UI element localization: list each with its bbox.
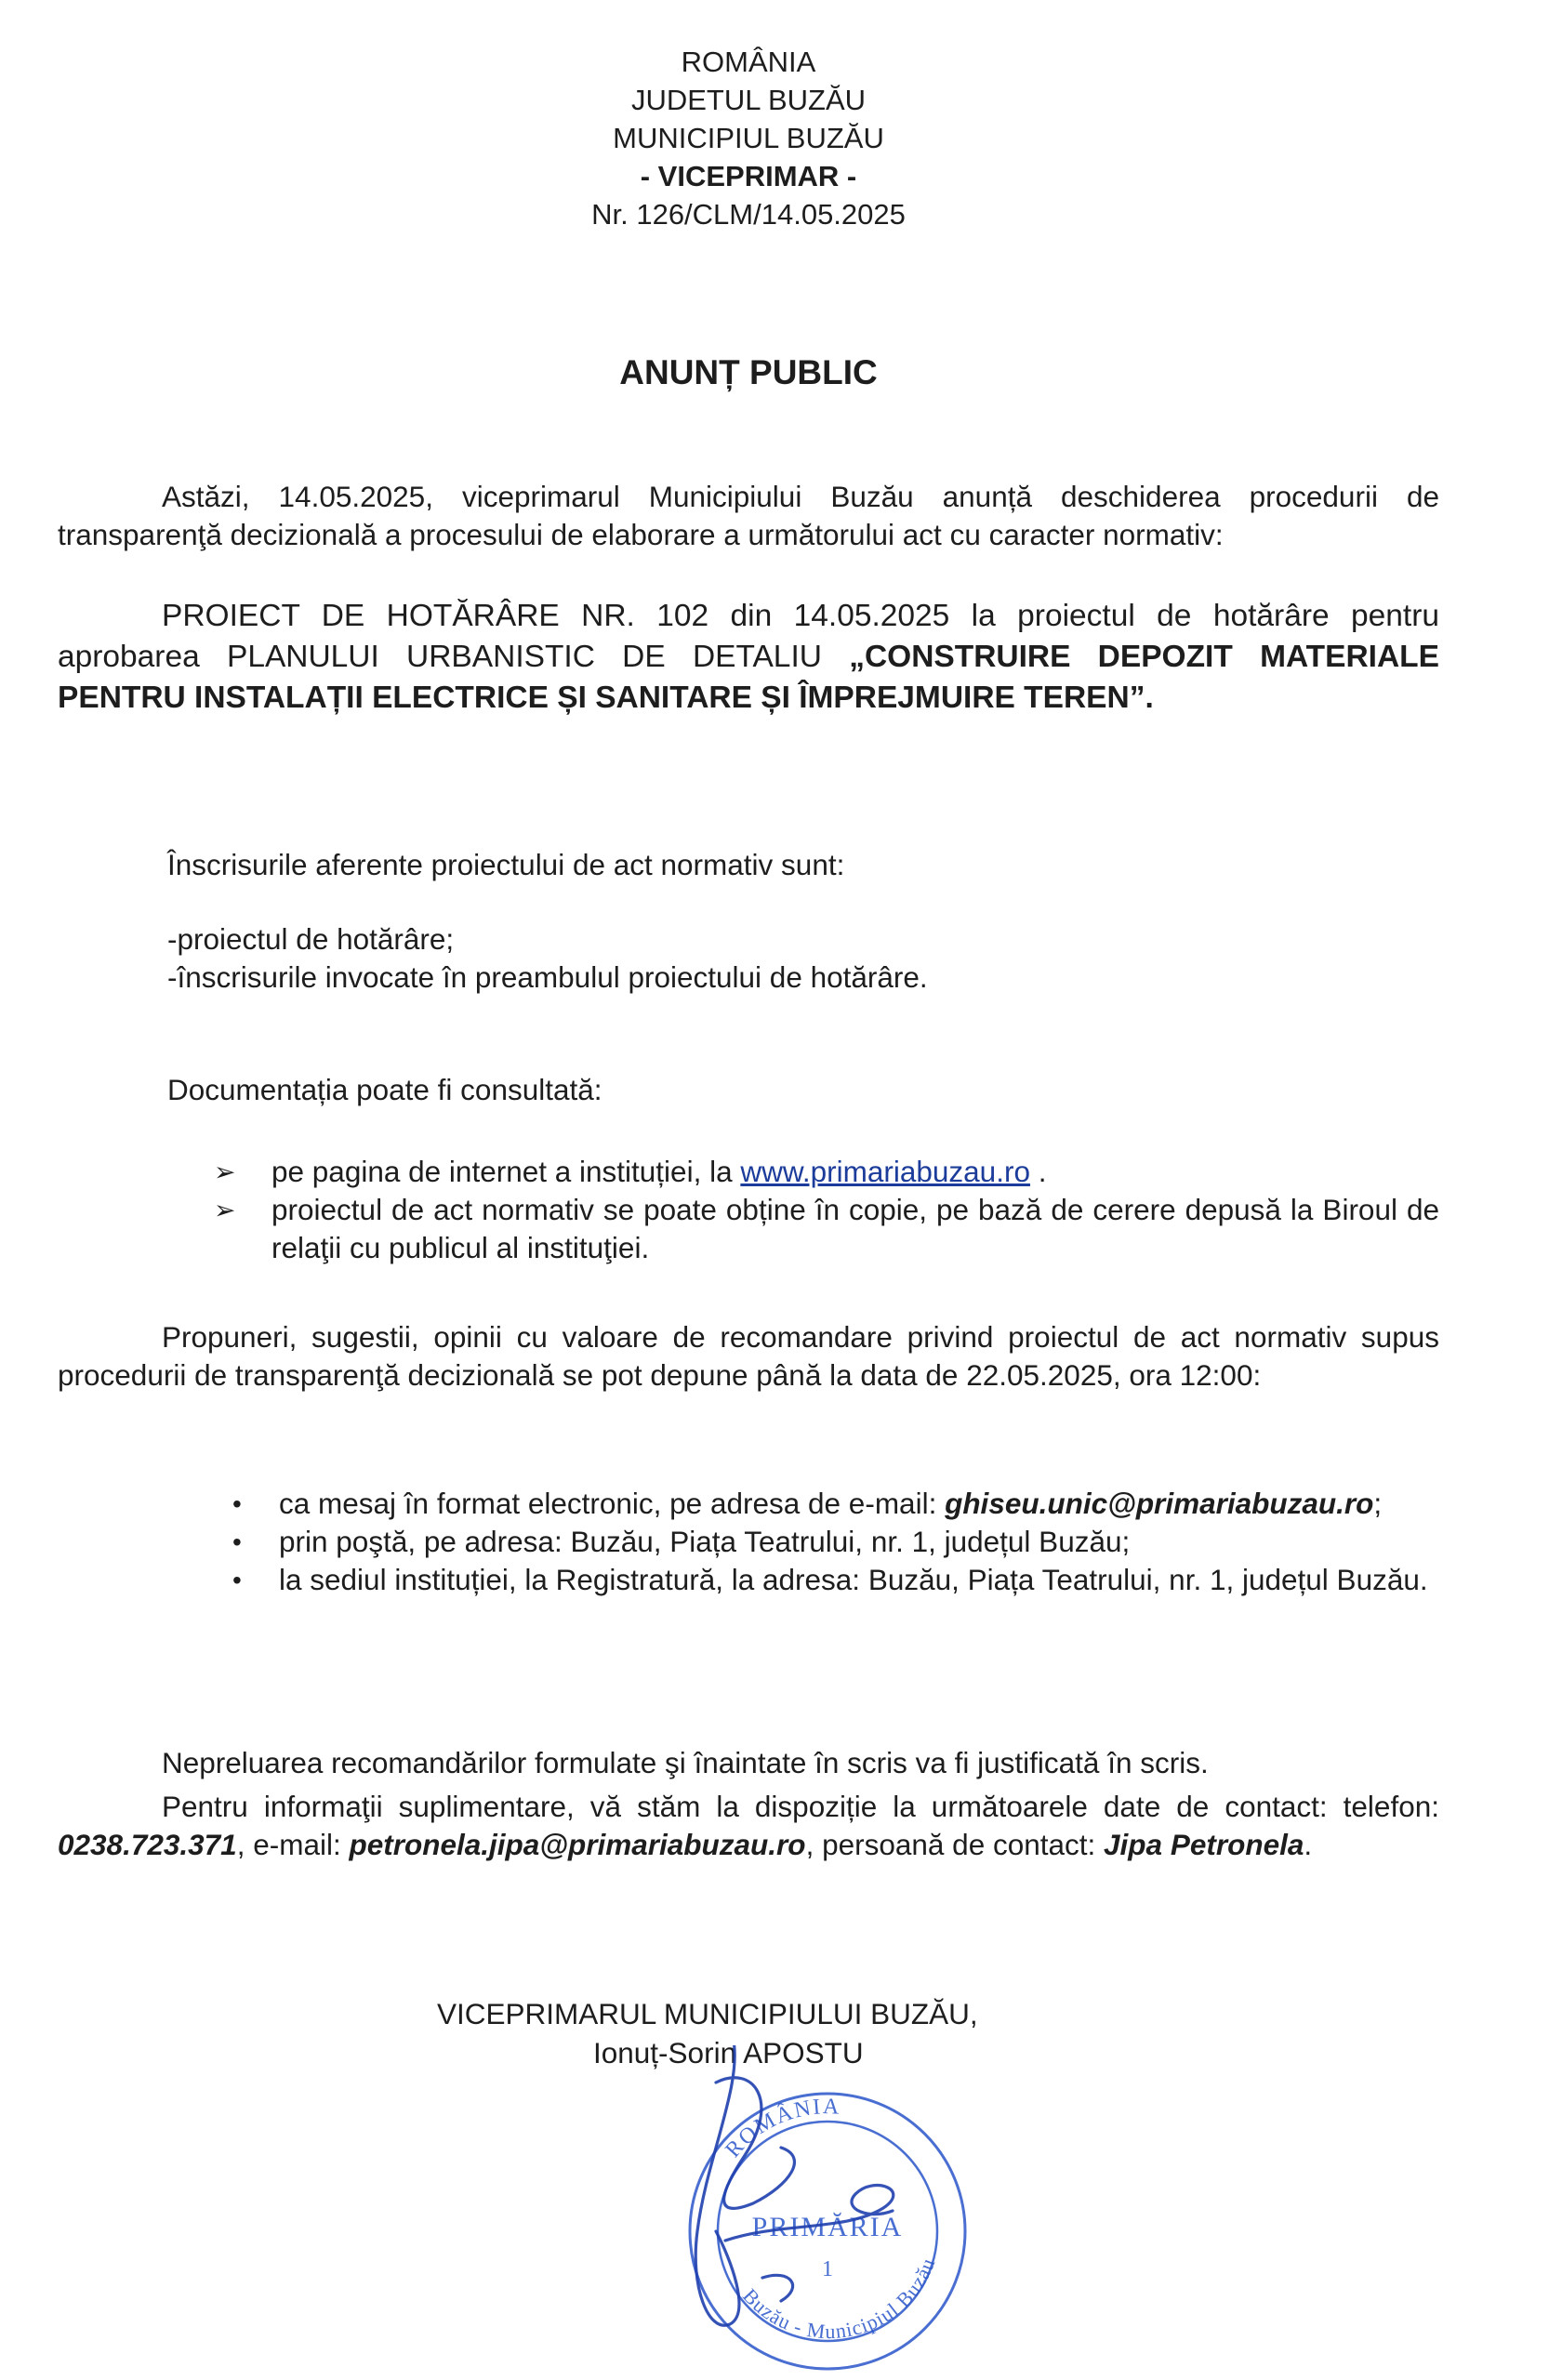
contact-paragraph	[58, 1788, 1439, 1864]
intro-paragraph: Astăzi, 14.05.2025, viceprimarul Municipiului Buzău anunță deschiderea procedurii de transparenţă decizională a procesului de elaborare a următorului act cu caracter normativ:	[58, 480, 1439, 551]
contact-text: Pentru informaţii suplimentare, vă stăm la dispoziție la următoarele date de contact: telefon:	[162, 1790, 1439, 1823]
documents-intro: Înscrisurile aferente proiectului de act normativ sunt:	[167, 848, 845, 881]
list-item-text: ca mesaj în format electronic, pe adresa de e-mail:	[279, 1487, 946, 1520]
document-header	[0, 43, 1497, 233]
page-title: ANUNȚ PUBLIC	[619, 353, 878, 391]
list-item-text: pe pagina de internet a instituției, la	[271, 1155, 741, 1188]
arrow-bullet-icon: ➢	[214, 1196, 236, 1224]
bullet-icon: •	[232, 1527, 242, 1556]
list-item	[214, 1191, 1439, 1267]
list-item-text: ;	[1373, 1487, 1383, 1520]
list-item	[214, 1153, 1439, 1191]
contact-text: .	[1304, 1828, 1313, 1861]
seal-number: 1	[822, 2257, 833, 2281]
official-seal	[642, 2045, 976, 2371]
list-item: -înscrisurile invocate în preambulul proiectului de hotărâre.	[167, 960, 928, 994]
contact-text: , persoană de contact:	[805, 1828, 1105, 1861]
header-country: ROMÂNIA	[681, 46, 816, 78]
proposals-paragraph: Propuneri, sugestii, opinii cu valoare de recomandare privind proiectul de act normativ supus procedurii de transparenţă decizională se pot depune până la data de 22.05.2025, ora 12:00:	[58, 1320, 1439, 1392]
signatory-role: VICEPRIMARUL MUNICIPIULUI BUZĂU,	[437, 1997, 978, 2030]
documents-list	[58, 920, 1439, 997]
contact-text: , e-mail:	[236, 1828, 350, 1861]
bullet-icon: •	[232, 1489, 242, 1518]
project-paragraph	[58, 596, 1439, 719]
website-link[interactable]: www.primariabuzau.ro	[740, 1155, 1030, 1188]
seal-center-text: PRIMĂRIA	[751, 2212, 904, 2242]
header-municipality: MUNICIPIUL BUZĂU	[613, 122, 884, 154]
seal-bottom-text: Buzău - Municipiul Buzău	[738, 2254, 940, 2344]
submission-email[interactable]: ghiseu.unic@primariabuzau.ro	[945, 1487, 1374, 1520]
handwritten-signature	[695, 2045, 894, 2325]
header-county: JUDETUL BUZĂU	[630, 84, 867, 116]
contact-person: Jipa Petronela	[1104, 1828, 1304, 1861]
arrow-bullet-icon: ➢	[214, 1157, 236, 1186]
submission-methods-list	[221, 1485, 1439, 1599]
signatory-name: Ionuț-Sorin APOSTU	[593, 2036, 864, 2069]
header-office: - VICEPRIMAR -	[640, 160, 857, 192]
project-title-bold: „CONSTRUIRE DEPOZIT MATERIALE PENTRU INSTALAȚII ELECTRICE ȘI SANITARE ȘI ÎMPREJMUIRE TEREN”.	[58, 640, 1439, 715]
list-item: -proiectul de hotărâre;	[167, 922, 455, 956]
list-item-text: la sediul instituției, la Registratură, la adresa: Buzău, Piața Teatrului, nr. 1, județul Buzău.	[279, 1563, 1428, 1596]
project-title-text: PROIECT DE HOTĂRÂRE NR. 102 din 14.05.2025 la proiectul de hotărâre pentru aprobarea PLANULUI URBANISTIC DE DETALIU	[58, 599, 1439, 674]
list-item-text: .	[1029, 1155, 1047, 1188]
contact-email[interactable]: petronela.jipa@primariabuzau.ro	[349, 1828, 806, 1861]
header-registration-number: Nr. 126/CLM/14.05.2025	[591, 198, 906, 231]
list-item-text: prin poştă, pe adresa: Buzău, Piața Teatrului, nr. 1, județul Buzău;	[279, 1525, 1131, 1558]
bullet-icon: •	[232, 1566, 242, 1594]
consultation-intro: Documentația poate fi consultată:	[167, 1073, 602, 1106]
non-acceptance-paragraph: Nepreluarea recomandărilor formulate şi înaintate în scris va fi justificată în scris.	[162, 1746, 1209, 1779]
list-item	[221, 1523, 1439, 1561]
list-item-text: proiectul de act normativ se poate obține în copie, pe bază de cerere depusă la Biroul de relaţii cu publicul al instituţiei.	[271, 1193, 1439, 1264]
contact-phone[interactable]: 0238.723.371	[58, 1828, 237, 1861]
list-item	[221, 1561, 1439, 1599]
list-item	[221, 1485, 1439, 1523]
consultation-list	[214, 1153, 1439, 1267]
seal-top-text: ROMÂNIA	[721, 2095, 841, 2162]
